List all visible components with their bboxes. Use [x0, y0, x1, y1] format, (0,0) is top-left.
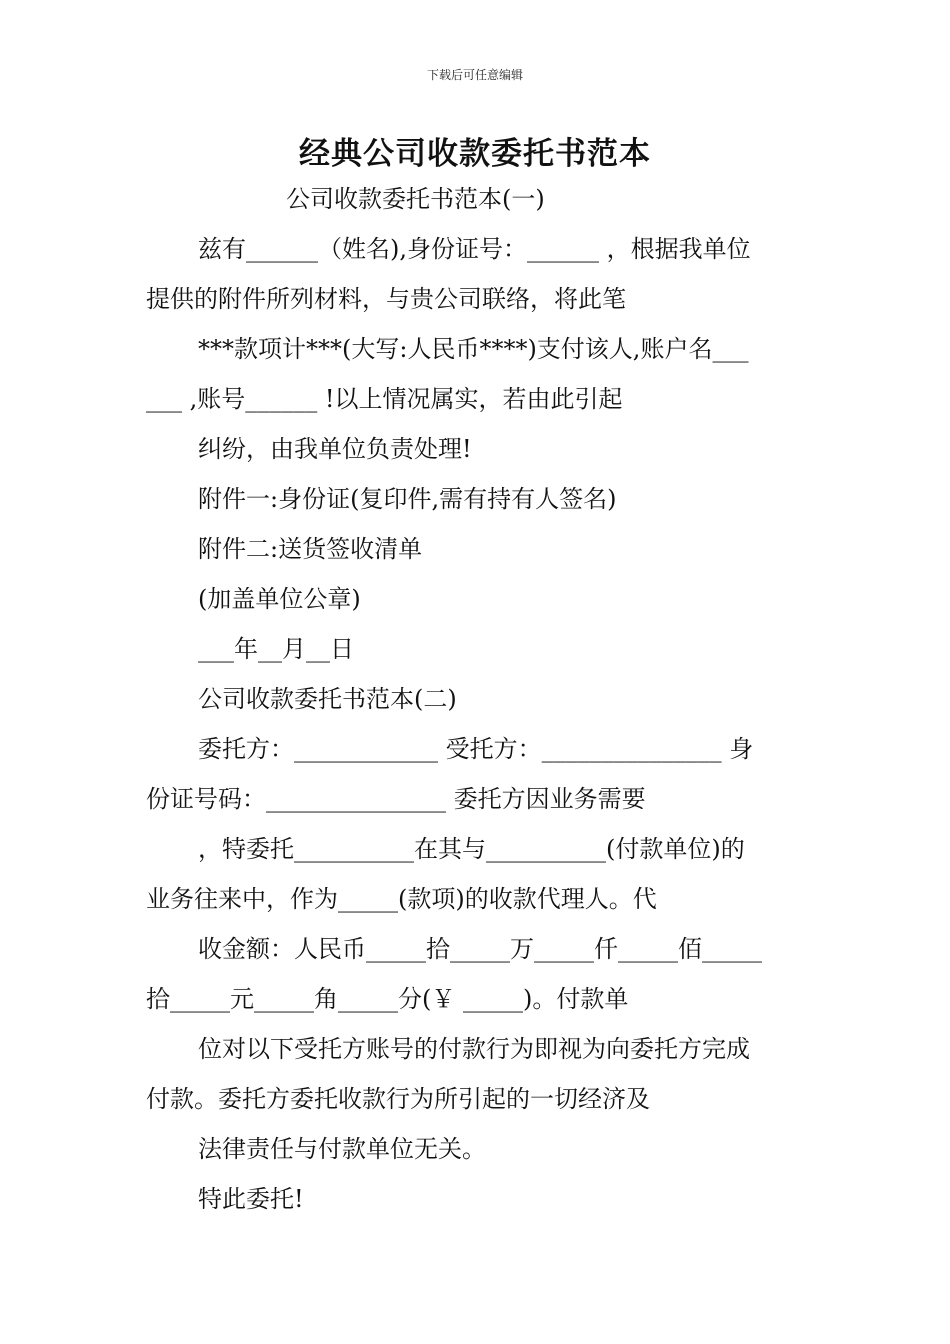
document-title: 经典公司收款委托书范本 [299, 136, 651, 172]
section2-line-6: 拾_____元_____角_____分(￥ _____)。付款单 [146, 985, 629, 1013]
section2-heading: 公司收款委托书范本(二) [198, 685, 457, 713]
section1-line-4: ___ ,账号______ !以上情况属实，若由此引起 [146, 385, 623, 413]
section2-line-2: 份证号码：_______________ 委托方因业务需要 [146, 785, 646, 813]
section2-line-9: 法律责任与付款单位无关。 [198, 1135, 486, 1163]
section1-line-5: 纠纷，由我单位负责处理! [198, 435, 472, 463]
header-note: 下载后可任意编辑 [426, 68, 523, 82]
section1-heading: 公司收款委托书范本(一) [286, 185, 545, 213]
section2-closing: 特此委托! [198, 1185, 304, 1213]
section2-line-5: 收金额：人民币_____拾_____万_____仟_____佰_____ [198, 935, 762, 963]
section2-line-4: 业务往来中，作为_____(款项)的收款代理人。代 [146, 885, 657, 913]
section1-line-1: 兹有______（姓名),身份证号：______ ，根据我单位 [198, 235, 751, 263]
section1-line-6: 附件一:身份证(复印件,需有持有人签名) [198, 485, 617, 513]
section1-line-7: 附件二:送货签收清单 [198, 535, 423, 563]
section1-line-8: (加盖单位公章) [198, 585, 361, 613]
section1-date-line: ___年__月__日 [198, 635, 354, 663]
section2-line-1: 委托方：____________ 受托方：_______________ 身 [198, 735, 754, 763]
section1-line-2: 提供的附件所列材料，与贵公司联络，将此笔 [146, 285, 626, 313]
section2-line-8: 付款。委托方委托收款行为所引起的一切经济及 [146, 1085, 650, 1113]
section1-line-3: ***款项计***(大写:人民币****)支付该人,账户名___ [198, 335, 749, 363]
section2-line-3: ，特委托__________在其与__________(付款单位)的 [198, 835, 745, 863]
section2-line-7: 位对以下受托方账号的付款行为即视为向委托方完成 [198, 1035, 750, 1063]
